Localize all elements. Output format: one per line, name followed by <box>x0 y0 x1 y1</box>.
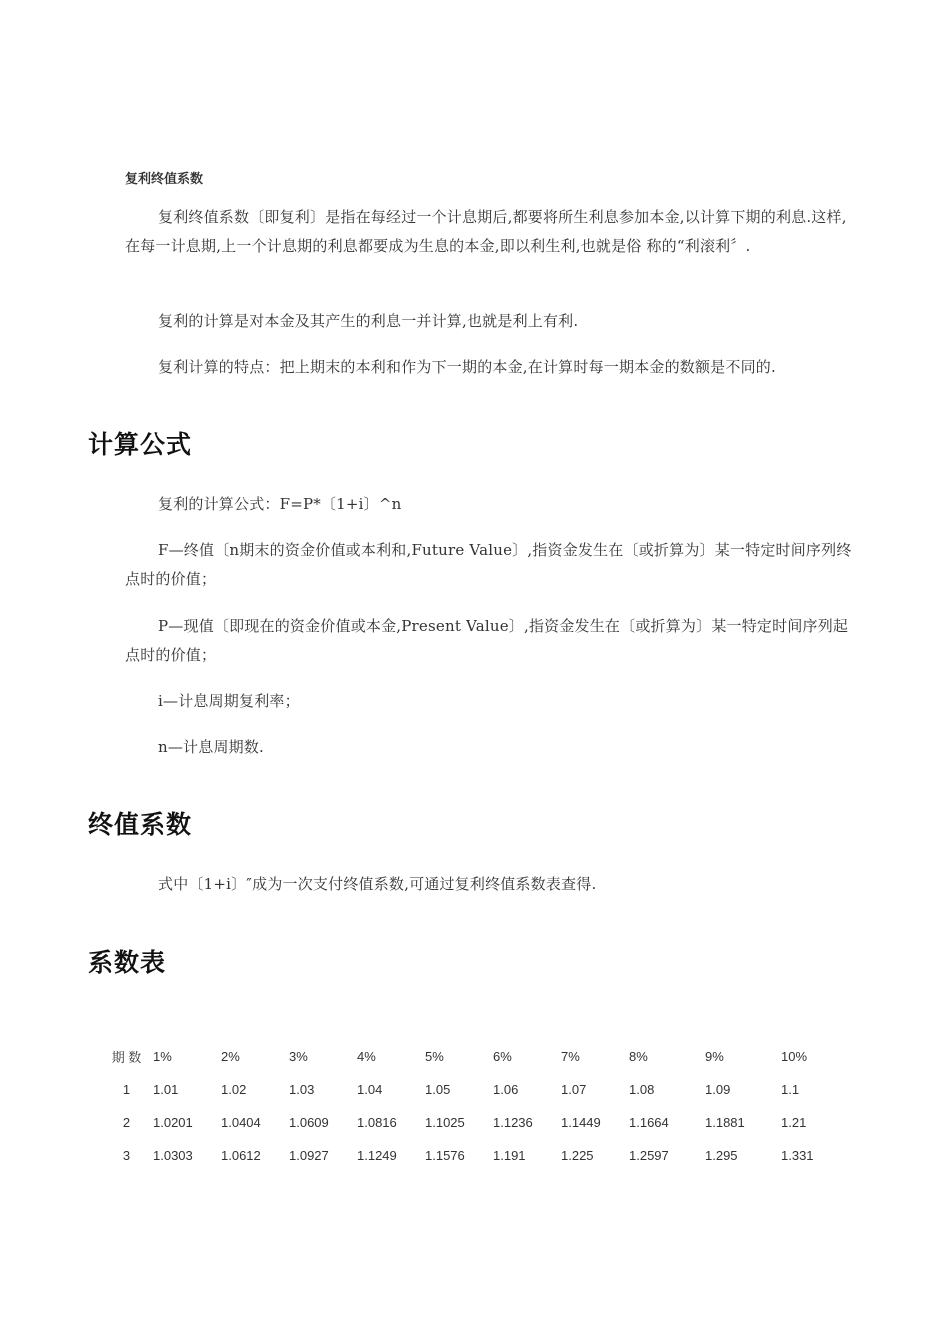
table-header-cell: 3% <box>289 1049 308 1064</box>
table-cell: 1.21 <box>781 1115 807 1130</box>
table-header-cell: 8% <box>629 1049 648 1064</box>
table-cell: 1.0927 <box>289 1148 329 1163</box>
table-header-cell: 1% <box>153 1049 172 1064</box>
table-cell: 1.0816 <box>357 1115 397 1130</box>
table-cell: 1.06 <box>493 1082 519 1097</box>
table-cell: 1 <box>122 1082 131 1097</box>
table-cell: 1.225 <box>561 1148 594 1163</box>
table-cell: 1.0303 <box>153 1148 193 1163</box>
section-title: 复利终值系数 <box>125 172 204 187</box>
intro-paragraph-calculation: 复利的计算是对本金及其产生的利息一并计算,也就是利上有利. <box>158 312 579 330</box>
formula-paragraph: 复利的计算公式：F=P*〔1+i〕^n <box>158 495 402 513</box>
table-cell: 1.02 <box>221 1082 247 1097</box>
table-header-cell: 2% <box>221 1049 240 1064</box>
table-header-cell: 5% <box>425 1049 444 1064</box>
table-cell: 1.331 <box>781 1148 814 1163</box>
table-cell: 1.0404 <box>221 1115 261 1130</box>
table-heading: 系数表 <box>88 948 167 977</box>
future-value-definition: F—终值〔n期末的资金价值或本利和,Future Value〕,指资金发生在〔或折算为〕某一特定时间序列终点时的价值； <box>125 541 852 588</box>
table-row <box>100 1073 841 1106</box>
table-row <box>100 1106 841 1139</box>
table-header-cell: 7% <box>561 1049 580 1064</box>
table-cell: 1.1576 <box>425 1148 465 1163</box>
table-cell: 1.1249 <box>357 1148 397 1163</box>
table-header-cell: 10% <box>781 1049 808 1064</box>
table-header-cell: 9% <box>705 1049 724 1064</box>
table-cell: 3 <box>122 1148 131 1163</box>
table-cell: 1.1881 <box>705 1115 745 1130</box>
table-cell: 1.0201 <box>153 1115 193 1130</box>
coefficient-heading: 终值系数 <box>88 810 193 839</box>
table-cell: 1.04 <box>357 1082 383 1097</box>
table-header-row <box>100 1040 841 1073</box>
table-row <box>100 1139 841 1172</box>
formula-heading: 计算公式 <box>88 430 193 459</box>
table-cell: 1.1664 <box>629 1115 669 1130</box>
table-cell: 1.295 <box>705 1148 738 1163</box>
table-cell: 1.03 <box>289 1082 315 1097</box>
coefficient-table <box>100 1040 841 1172</box>
table-cell: 1.05 <box>425 1082 451 1097</box>
table-cell: 1.09 <box>705 1082 731 1097</box>
table-header-cell: 6% <box>493 1049 512 1064</box>
table-cell: 1.1449 <box>561 1115 601 1130</box>
table-cell: 1.08 <box>629 1082 655 1097</box>
table-cell: 1.0612 <box>221 1148 261 1163</box>
table-cell: 1.191 <box>493 1148 526 1163</box>
table-cell: 1.07 <box>561 1082 587 1097</box>
table-cell: 1.1 <box>781 1082 800 1097</box>
table-header-cell: 期 数 <box>111 1050 142 1065</box>
present-value-definition: P—现值〔即现在的资金价值或本金,Present Value〕,指资金发生在〔或折算为〕某一特定时间序列起点时的价值； <box>125 617 849 664</box>
table-cell: 1.0609 <box>289 1115 329 1130</box>
periods-definition: n—计息周期数. <box>158 738 265 756</box>
coefficient-paragraph: 式中〔1+i〕″成为一次支付终值系数,可通过复利终值系数表查得. <box>158 875 597 893</box>
table-cell: 1.01 <box>153 1082 179 1097</box>
table-cell: 1.2597 <box>629 1148 669 1163</box>
table-header-cell: 4% <box>357 1049 376 1064</box>
table-cell: 2 <box>122 1115 131 1130</box>
table-cell: 1.1025 <box>425 1115 465 1130</box>
table-cell: 1.1236 <box>493 1115 533 1130</box>
intro-paragraph-definition: 复利终值系数〔即复利〕是指在每经过一个计息期后,都要将所生利息参加本金,以计算下期的利息.这样,在每一计息期,上一个计息期的利息都要成为生息的本金,即以利生利,也就是俗 称的“利滚利〞. <box>125 208 847 255</box>
rate-definition: i—计息周期复利率； <box>158 692 300 710</box>
intro-paragraph-characteristics: 复利计算的特点：把上期末的本利和作为下一期的本金,在计算时每一期本金的数额是不同的. <box>158 358 776 376</box>
